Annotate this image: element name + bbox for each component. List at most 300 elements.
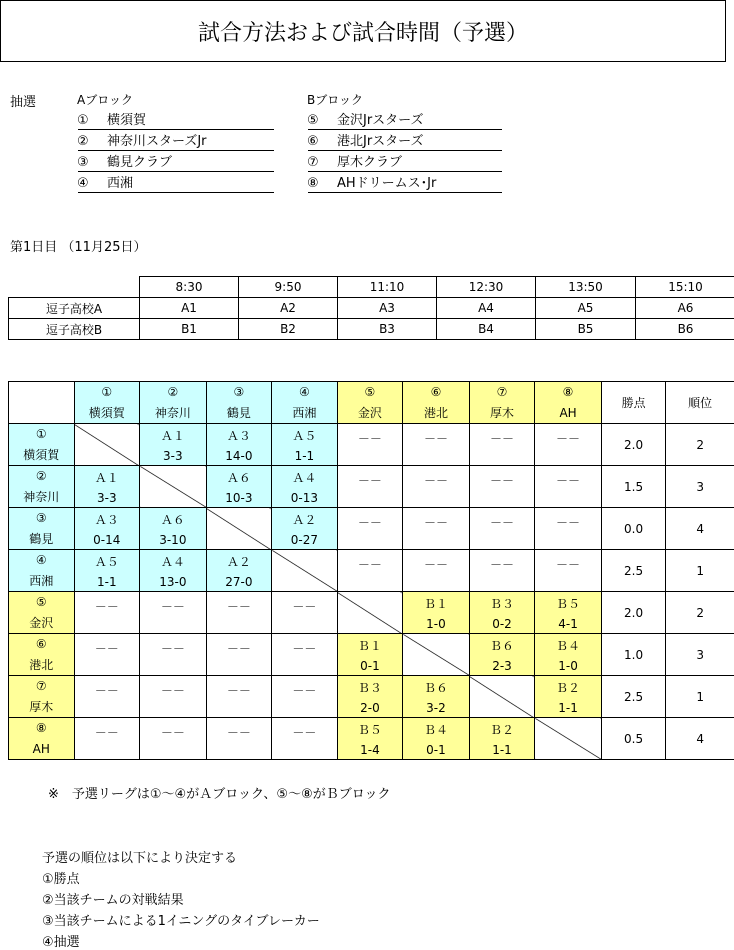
match-stack (75, 508, 140, 549)
match-cell (74, 508, 140, 550)
match-stack (470, 508, 535, 549)
match-stack (272, 634, 337, 675)
matrix-row (9, 466, 734, 508)
block-b-title: Bブロック (307, 91, 363, 108)
match-game: －－ (75, 640, 140, 657)
match-score: 0-14 (75, 533, 140, 547)
points-value: 2.5 (601, 550, 666, 592)
team-name: 横須賀 (107, 113, 146, 128)
match-game: －－ (272, 598, 337, 615)
match-stack (338, 718, 403, 759)
match-game: Ａ４ (140, 553, 206, 570)
header-stack (75, 382, 140, 423)
match-cell (140, 592, 207, 634)
match-score: 1-0 (535, 659, 601, 673)
match-cell (337, 466, 403, 508)
team-number: ⑦ (470, 385, 535, 399)
match-score: 2-3 (470, 659, 535, 673)
game-code: B3 (338, 319, 437, 340)
ranking-rule: ②当該チームの対戦結果 (42, 889, 184, 908)
match-stack (403, 466, 469, 507)
match-game: Ａ３ (75, 511, 140, 528)
team-number: ⑤ (9, 595, 74, 609)
match-cell (469, 424, 535, 466)
ranking-rule: ④抽選 (42, 931, 80, 950)
team-header (403, 382, 470, 424)
rank-header: 順位 (666, 382, 734, 424)
match-game: －－ (470, 430, 535, 447)
match-game: Ｂ４ (535, 637, 601, 654)
points-value: 2.0 (601, 592, 666, 634)
team-short-name: 西湘 (9, 572, 74, 589)
self-match-cell (403, 634, 470, 676)
match-cell (272, 634, 338, 676)
team-number: ⑥ (403, 385, 469, 399)
match-game: －－ (403, 472, 469, 489)
match-score: 1-1 (272, 449, 337, 463)
match-game: Ａ４ (272, 469, 337, 486)
points-value: 2.5 (601, 676, 666, 718)
game-code: B6 (636, 319, 734, 340)
match-stack (75, 634, 140, 675)
ranking-heading: 予選の順位は以下により決定する (42, 847, 237, 866)
match-score: 0-2 (470, 617, 535, 631)
team-short-name: AH (9, 742, 74, 756)
match-game: Ｂ６ (403, 679, 469, 696)
draw-team (77, 130, 207, 149)
match-score: 3-2 (403, 701, 469, 715)
match-game: Ａ６ (207, 469, 272, 486)
match-game: －－ (75, 724, 140, 741)
team-name: 金沢Jrスターズ (337, 113, 424, 128)
time-slot: 9:50 (239, 277, 338, 298)
match-cell (272, 508, 338, 550)
points-value: 1.0 (601, 634, 666, 676)
corner-cell (9, 277, 140, 298)
match-cell (337, 676, 403, 718)
match-cell (140, 634, 207, 676)
team-short-name: 横須賀 (9, 446, 74, 463)
points-value: 1.5 (601, 466, 666, 508)
team-number: ① (9, 427, 74, 441)
team-number: ⑥ (307, 134, 337, 149)
row-team-stack (9, 676, 74, 717)
match-cell (403, 718, 470, 760)
team-short-name: 鶴見 (207, 404, 272, 421)
team-number: ⑦ (9, 679, 74, 693)
game-code: A4 (437, 298, 536, 319)
team-header (535, 382, 602, 424)
team-number: ④ (9, 553, 74, 567)
self-match-cell (469, 676, 535, 718)
self-match-cell (140, 466, 207, 508)
match-cell (140, 508, 207, 550)
matrix-row (9, 718, 734, 760)
match-stack (207, 424, 272, 465)
team-number: ③ (77, 155, 107, 170)
rank-value: 3 (666, 466, 734, 508)
match-game: －－ (535, 430, 601, 447)
points-header: 勝点 (601, 382, 666, 424)
match-stack (403, 676, 469, 717)
match-stack (207, 466, 272, 507)
match-cell (469, 718, 535, 760)
self-match-cell (206, 508, 272, 550)
match-cell (272, 676, 338, 718)
match-stack (75, 466, 140, 507)
ranking-rule: ①勝点 (42, 868, 80, 887)
team-number: ② (9, 469, 74, 483)
match-score: 1-4 (338, 743, 403, 757)
venue-row (9, 319, 734, 340)
self-match-cell (535, 718, 602, 760)
team-number: ② (140, 385, 206, 399)
draw-team (77, 172, 133, 191)
match-cell (403, 592, 470, 634)
match-stack (403, 424, 469, 465)
match-stack (535, 550, 601, 591)
team-header (272, 382, 338, 424)
match-game: －－ (272, 640, 337, 657)
match-stack (140, 592, 206, 633)
match-score: 3-10 (140, 533, 206, 547)
match-cell (206, 676, 272, 718)
match-game: Ａ６ (140, 511, 206, 528)
team-name: 厚木クラブ (337, 155, 402, 170)
team-header (206, 382, 272, 424)
match-cell (337, 508, 403, 550)
team-number: ② (77, 134, 107, 149)
match-game: －－ (207, 682, 272, 699)
match-game: Ｂ３ (470, 595, 535, 612)
match-cell (469, 634, 535, 676)
match-stack (207, 718, 272, 759)
match-cell (403, 550, 470, 592)
team-number: ① (77, 113, 107, 128)
match-stack (140, 424, 206, 465)
match-score: 13-0 (140, 575, 206, 589)
match-game: Ｂ５ (338, 721, 403, 738)
team-number: ④ (272, 385, 337, 399)
match-game: －－ (470, 514, 535, 531)
row-team-stack (9, 508, 74, 549)
match-stack (207, 550, 272, 591)
match-stack (470, 634, 535, 675)
match-stack (535, 592, 601, 633)
team-short-name: 厚木 (470, 404, 535, 421)
match-cell (272, 424, 338, 466)
time-slot: 11:10 (338, 277, 437, 298)
match-stack (470, 466, 535, 507)
match-stack (338, 466, 403, 507)
game-code: B2 (239, 319, 338, 340)
match-score: 3-3 (75, 491, 140, 505)
rank-value: 1 (666, 676, 734, 718)
match-stack (338, 676, 403, 717)
match-stack (272, 508, 337, 549)
match-game: －－ (403, 556, 469, 573)
team-short-name: 厚木 (9, 698, 74, 715)
match-score: 0-1 (403, 743, 469, 757)
team-header (74, 382, 140, 424)
match-cell (74, 550, 140, 592)
match-stack (338, 550, 403, 591)
team-number: ⑤ (338, 385, 403, 399)
match-game: Ａ５ (75, 553, 140, 570)
match-score: 14-0 (207, 449, 272, 463)
block-a-title: Aブロック (77, 91, 133, 108)
match-stack (140, 676, 206, 717)
match-cell (535, 634, 602, 676)
match-cell (469, 550, 535, 592)
self-match-cell (74, 424, 140, 466)
row-team-stack (9, 592, 74, 633)
match-stack (403, 718, 469, 759)
match-stack (535, 424, 601, 465)
match-stack (470, 592, 535, 633)
match-cell (337, 550, 403, 592)
match-game: －－ (535, 514, 601, 531)
match-cell (140, 424, 207, 466)
team-number: ⑦ (307, 155, 337, 170)
venue-name: 逗子高校A (9, 298, 140, 319)
match-stack (535, 508, 601, 549)
match-stack (470, 718, 535, 759)
match-stack (403, 592, 469, 633)
game-code: A3 (338, 298, 437, 319)
match-cell (74, 718, 140, 760)
row-team (9, 466, 75, 508)
match-game: －－ (338, 556, 403, 573)
match-game: －－ (535, 472, 601, 489)
team-header (337, 382, 403, 424)
rank-value: 2 (666, 592, 734, 634)
match-game: －－ (338, 472, 403, 489)
match-game: －－ (338, 430, 403, 447)
team-short-name: 神奈川 (140, 404, 206, 421)
match-cell (337, 424, 403, 466)
points-value: 0.0 (601, 508, 666, 550)
row-team (9, 550, 75, 592)
match-game: －－ (75, 682, 140, 699)
match-cell (535, 508, 602, 550)
match-game: Ａ１ (75, 469, 140, 486)
match-cell (206, 592, 272, 634)
match-game: －－ (535, 556, 601, 573)
row-team-stack (9, 424, 74, 465)
match-cell (403, 424, 470, 466)
row-team (9, 634, 75, 676)
match-cell (206, 550, 272, 592)
schedule-table (8, 276, 734, 340)
match-stack (338, 508, 403, 549)
team-short-name: AH (535, 406, 601, 420)
match-score: 1-1 (470, 743, 535, 757)
match-cell (272, 466, 338, 508)
match-cell (74, 592, 140, 634)
team-number: ③ (207, 385, 272, 399)
match-stack (75, 550, 140, 591)
matrix-row (9, 550, 734, 592)
match-game: －－ (470, 472, 535, 489)
team-number: ① (75, 385, 140, 399)
match-stack (140, 634, 206, 675)
matrix-header-row (9, 382, 734, 424)
match-cell (74, 466, 140, 508)
match-cell (140, 718, 207, 760)
match-cell (337, 634, 403, 676)
team-name: 神奈川スターズJr (107, 134, 207, 149)
match-game: Ａ１ (140, 427, 206, 444)
match-game: Ａ２ (272, 511, 337, 528)
team-name: 港北Jrスターズ (337, 134, 424, 149)
match-cell (337, 718, 403, 760)
match-game: Ｂ４ (403, 721, 469, 738)
match-game: －－ (140, 640, 206, 657)
match-game: －－ (272, 724, 337, 741)
match-stack (403, 508, 469, 549)
match-cell (403, 466, 470, 508)
match-cell (535, 466, 602, 508)
game-code: A6 (636, 298, 734, 319)
match-stack (140, 508, 206, 549)
match-stack (272, 718, 337, 759)
header-stack (470, 382, 535, 423)
matrix-row (9, 676, 734, 718)
match-game: －－ (75, 598, 140, 615)
match-stack (535, 676, 601, 717)
match-game: Ｂ６ (470, 637, 535, 654)
draw-label: 抽選 (10, 91, 36, 110)
row-team (9, 592, 75, 634)
match-cell (206, 718, 272, 760)
match-game: Ｂ５ (535, 595, 601, 612)
header-stack (338, 382, 403, 423)
rank-value: 3 (666, 634, 734, 676)
team-short-name: 港北 (403, 404, 469, 421)
row-team-stack (9, 466, 74, 507)
match-cell (272, 718, 338, 760)
match-score: 0-13 (272, 491, 337, 505)
draw-team (307, 151, 402, 170)
time-slot: 12:30 (437, 277, 536, 298)
points-value: 0.5 (601, 718, 666, 760)
row-team (9, 718, 75, 760)
team-short-name: 鶴見 (9, 530, 74, 547)
team-number: ⑧ (535, 385, 601, 399)
match-cell (206, 424, 272, 466)
match-stack (75, 718, 140, 759)
match-stack (470, 550, 535, 591)
game-code: A5 (536, 298, 636, 319)
match-score: 1-0 (403, 617, 469, 631)
rank-value: 1 (666, 550, 734, 592)
draw-team (307, 172, 436, 191)
match-score: 1-1 (75, 575, 140, 589)
venue-name: 逗子高校B (9, 319, 140, 340)
self-match-cell (272, 550, 338, 592)
row-team-stack (9, 634, 74, 675)
match-game: －－ (403, 514, 469, 531)
match-stack (535, 466, 601, 507)
match-score: 0-27 (272, 533, 337, 547)
row-team (9, 508, 75, 550)
match-game: －－ (140, 598, 206, 615)
match-stack (75, 676, 140, 717)
match-stack (140, 550, 206, 591)
match-cell (535, 424, 602, 466)
match-game: －－ (403, 430, 469, 447)
match-score: 10-3 (207, 491, 272, 505)
game-code: A2 (239, 298, 338, 319)
match-game: Ｂ３ (338, 679, 403, 696)
rank-value: 4 (666, 508, 734, 550)
match-cell (535, 676, 602, 718)
match-cell (403, 508, 470, 550)
header-stack (403, 382, 469, 423)
match-score: 27-0 (207, 575, 272, 589)
team-short-name: 西湘 (272, 404, 337, 421)
draw-team (307, 109, 424, 128)
match-cell (535, 550, 602, 592)
team-header (469, 382, 535, 424)
match-score: 2-0 (338, 701, 403, 715)
time-slot: 13:50 (536, 277, 636, 298)
matrix-row (9, 634, 734, 676)
match-stack (207, 676, 272, 717)
header-stack (207, 382, 272, 423)
match-game: Ｂ１ (338, 637, 403, 654)
match-stack (338, 424, 403, 465)
header-stack (140, 382, 206, 423)
time-slot: 15:10 (636, 277, 734, 298)
match-cell (140, 676, 207, 718)
match-game: －－ (470, 556, 535, 573)
team-number: ⑥ (9, 637, 74, 651)
self-match-cell (337, 592, 403, 634)
match-score: 0-1 (338, 659, 403, 673)
block-note: ※ 予選リーグは①～④がＡブロック、⑤～⑧がＢブロック (48, 783, 390, 802)
match-cell (74, 676, 140, 718)
match-stack (207, 592, 272, 633)
match-game: Ｂ１ (403, 595, 469, 612)
match-game: Ａ３ (207, 427, 272, 444)
match-cell (469, 508, 535, 550)
team-header (140, 382, 207, 424)
match-stack (75, 592, 140, 633)
match-stack (535, 634, 601, 675)
draw-team (307, 130, 424, 149)
underline (308, 192, 502, 193)
match-stack (272, 676, 337, 717)
draw-team (77, 151, 172, 170)
team-short-name: 金沢 (338, 404, 403, 421)
match-game: Ｂ２ (535, 679, 601, 696)
team-number: ④ (77, 176, 107, 191)
time-header-row (9, 277, 734, 298)
match-stack (403, 550, 469, 591)
match-game: －－ (207, 598, 272, 615)
match-score: 4-1 (535, 617, 601, 631)
matrix-row (9, 592, 734, 634)
team-number: ⑧ (9, 721, 74, 735)
venue-row (9, 298, 734, 319)
team-short-name: 神奈川 (9, 488, 74, 505)
row-team-stack (9, 718, 74, 759)
row-team (9, 424, 75, 466)
match-game: Ｂ２ (470, 721, 535, 738)
match-game: －－ (140, 682, 206, 699)
